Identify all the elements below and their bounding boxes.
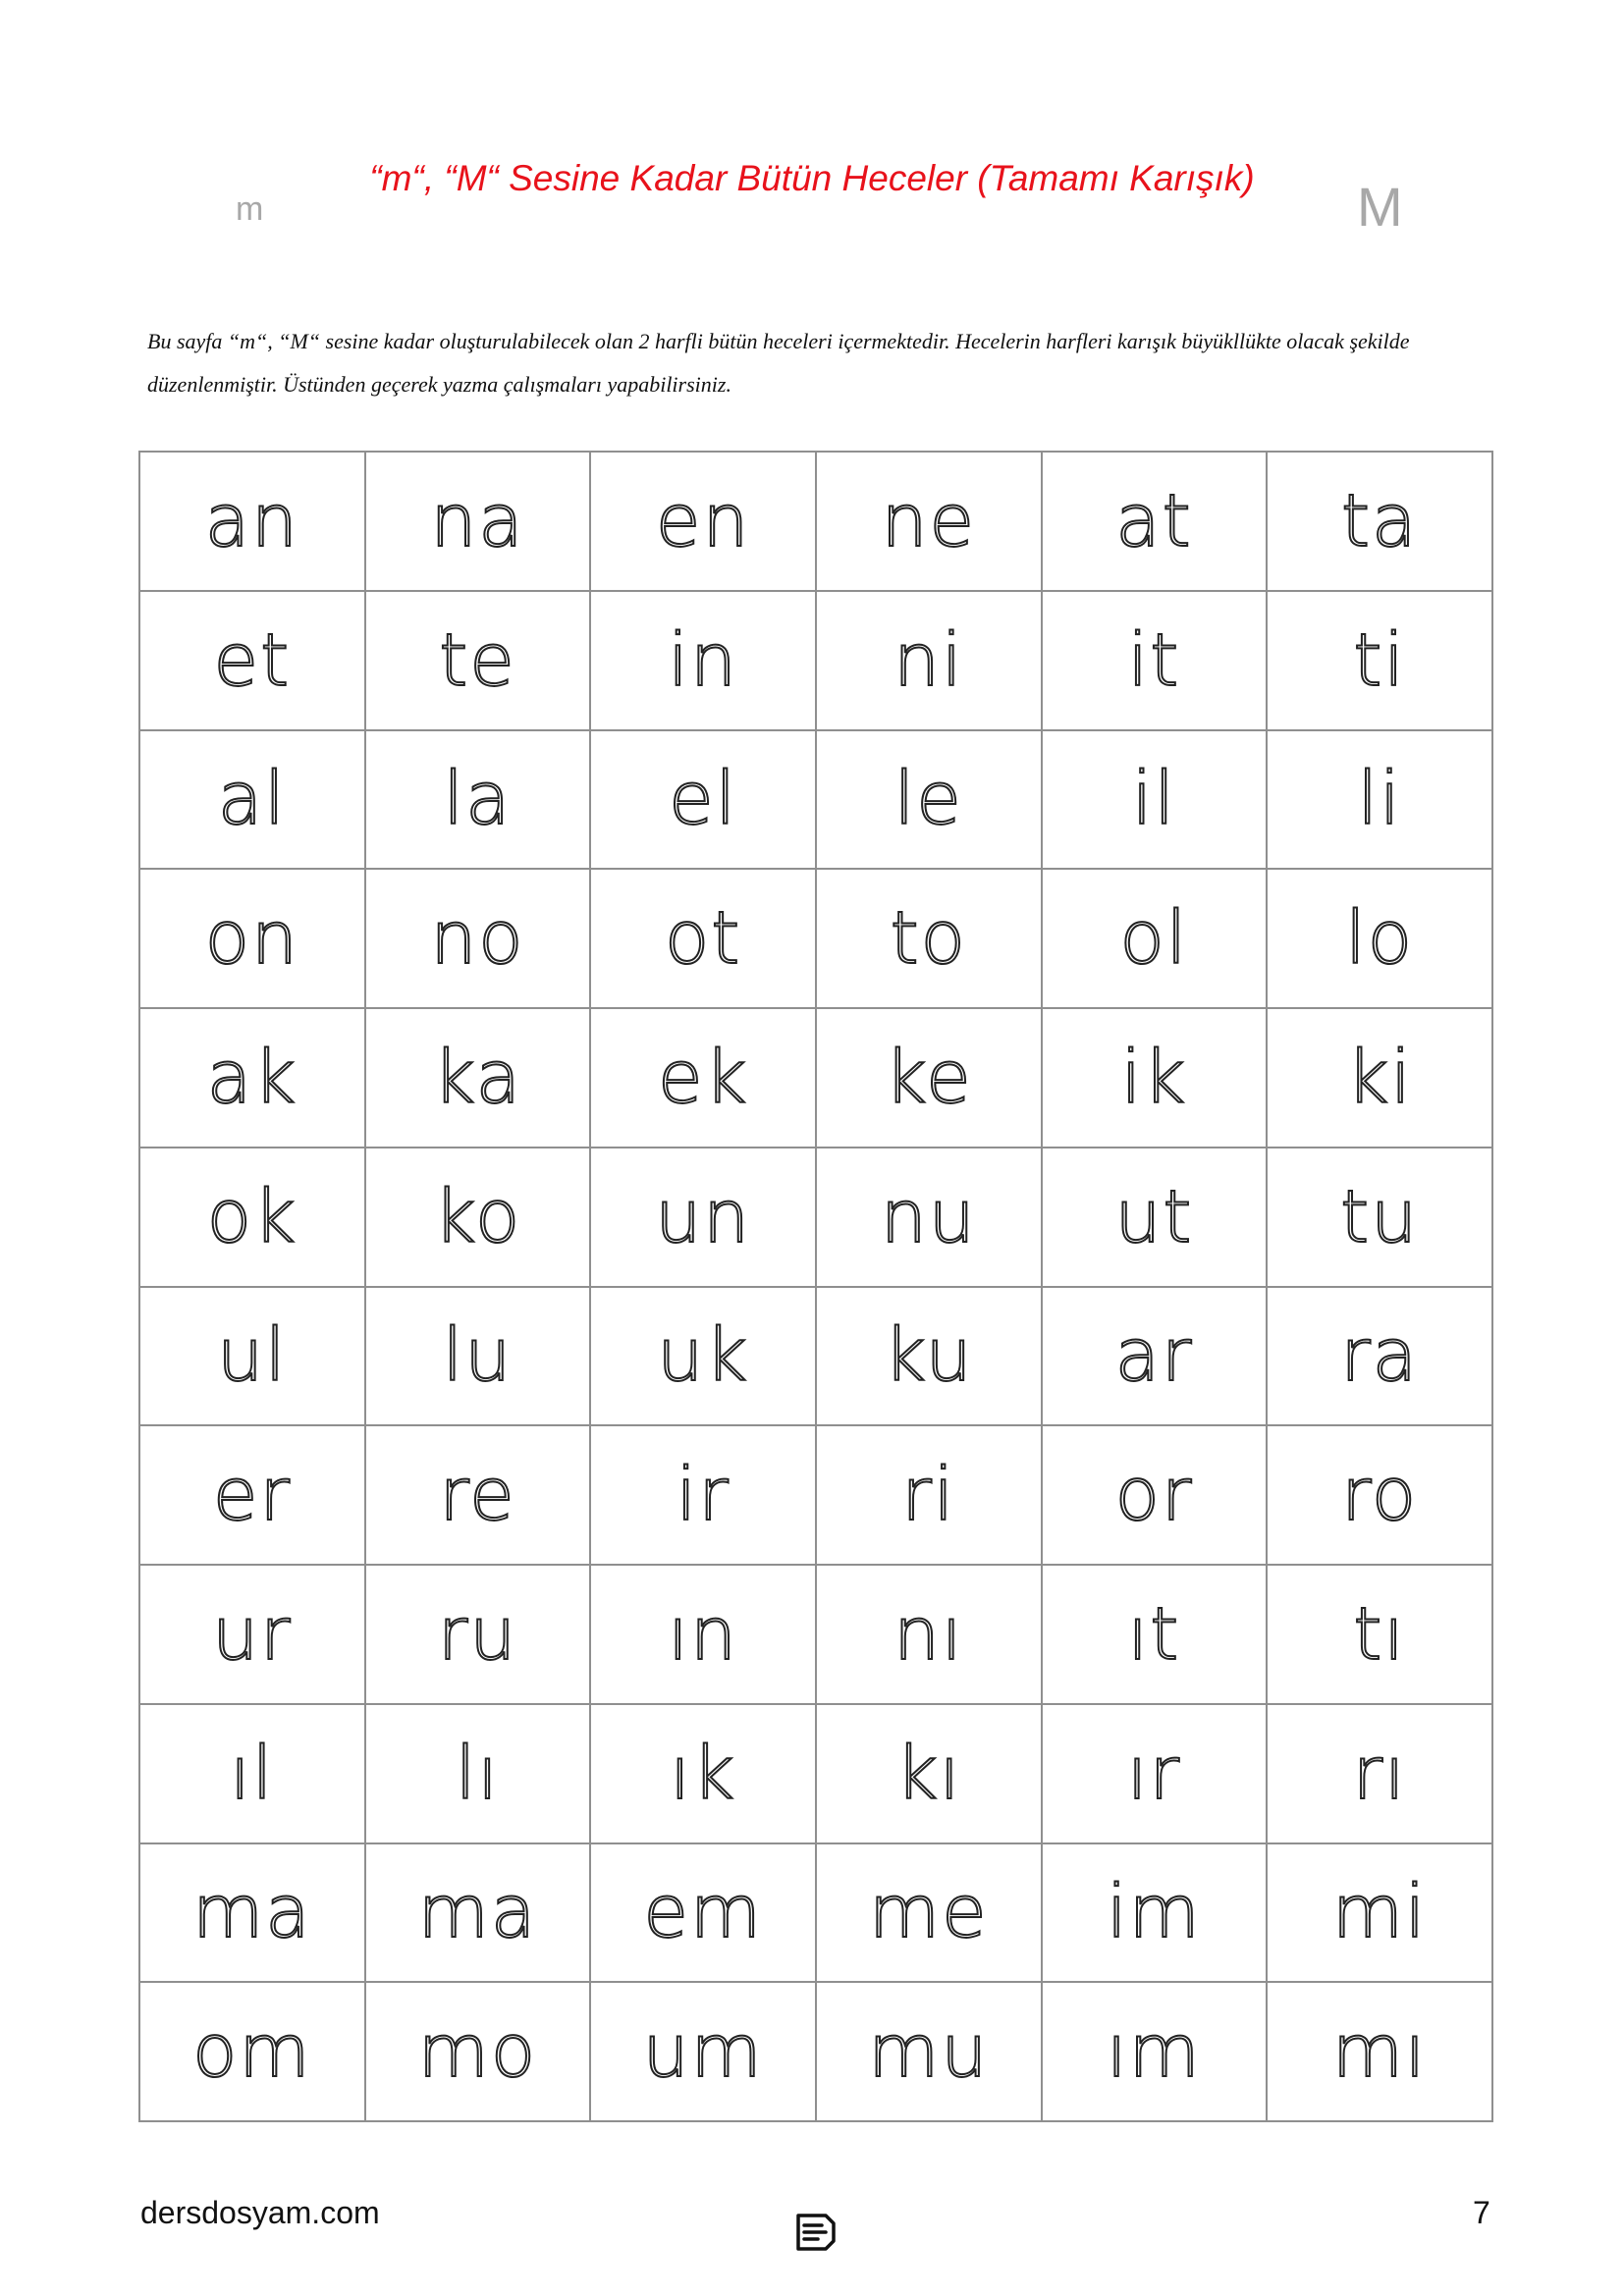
grid-cell xyxy=(590,452,816,591)
grid-row xyxy=(139,869,1492,1008)
grid-cell xyxy=(1267,730,1492,870)
grid-cell xyxy=(365,1425,591,1565)
syllable-trace-text: et xyxy=(213,617,292,703)
syllable-trace-text: an xyxy=(204,478,299,563)
syllable-trace-text: le xyxy=(893,757,963,842)
grid-cell xyxy=(1267,452,1492,591)
grid-cell xyxy=(1267,591,1492,730)
syllable-trace-text: ul xyxy=(217,1313,288,1399)
syllable-trace-text: mı xyxy=(1331,2009,1428,2095)
grid-row xyxy=(139,591,1492,730)
page-title: “m“, “M“ Sesine Kadar Bütün Heceler (Tamamı Karışık) xyxy=(369,158,1255,198)
syllable-trace-text: er xyxy=(212,1453,292,1538)
syllable-trace-text: la xyxy=(443,757,513,842)
grid-cell xyxy=(816,1982,1042,2121)
syllable-trace-text: ru xyxy=(437,1591,518,1677)
grid-cell xyxy=(816,1148,1042,1287)
grid-cell xyxy=(1042,1287,1268,1426)
syllable-trace-text: it xyxy=(1127,617,1181,703)
grid-cell xyxy=(365,591,591,730)
grid-cell xyxy=(1267,1287,1492,1426)
syllable-trace-text: om xyxy=(192,2009,312,2095)
corner-letter-lowercase: m xyxy=(236,190,264,228)
syllable-trace-text: ma xyxy=(417,1870,538,1955)
grid-cell xyxy=(816,452,1042,591)
syllable-trace-text: kı xyxy=(895,1731,962,1816)
grid-row xyxy=(139,730,1492,870)
grid-cell xyxy=(139,1287,365,1426)
grid-cell xyxy=(139,1008,365,1148)
grid-cell xyxy=(1042,1008,1268,1148)
grid-cell xyxy=(1042,1148,1268,1287)
grid-cell xyxy=(365,1843,591,1983)
syllable-trace-text: ku xyxy=(884,1313,974,1399)
grid-cell xyxy=(590,1843,816,1983)
syllable-trace-text: on xyxy=(204,896,299,982)
syllable-trace-text: re xyxy=(439,1453,516,1538)
grid-cell xyxy=(816,1287,1042,1426)
footer-site: dersdosyam.com xyxy=(140,2195,380,2230)
grid-cell xyxy=(139,1704,365,1843)
grid-cell xyxy=(816,730,1042,870)
syllable-trace-text: en xyxy=(655,478,751,563)
syllable-trace-text: ıt xyxy=(1127,1591,1181,1677)
grid-cell xyxy=(139,1425,365,1565)
grid-cell xyxy=(816,591,1042,730)
grid-cell xyxy=(1267,1982,1492,2121)
grid-cell xyxy=(365,1704,591,1843)
syllable-trace-text: at xyxy=(1115,478,1193,563)
syllable-trace-text: em xyxy=(643,1870,763,1955)
syllable-trace-text: ek xyxy=(657,1035,749,1120)
grid-cell xyxy=(1267,1704,1492,1843)
syllable-trace-text: ne xyxy=(881,478,977,563)
grid-cell xyxy=(590,730,816,870)
page-number: 7 xyxy=(1473,2195,1490,2230)
grid-cell xyxy=(590,1148,816,1287)
grid-cell xyxy=(365,452,591,591)
syllable-trace-text: el xyxy=(669,757,738,842)
grid-cell xyxy=(816,1425,1042,1565)
intro-text: Bu sayfa “m“, “M“ sesine kadar oluşturulabilecek olan 2 harfli bütün heceleri içermektedir. Hecelerin harfleri karışık büyükllükte olacak şekilde düzenlenmiştir. Üstünden geçerek yazma çalışmaları yapabilirsiniz. xyxy=(147,329,1410,397)
grid-cell xyxy=(1042,869,1268,1008)
syllable-trace-text: ni xyxy=(893,617,964,703)
syllable-trace-text: tı xyxy=(1353,1591,1406,1677)
grid-cell xyxy=(1267,869,1492,1008)
syllable-trace-text: lo xyxy=(1345,896,1415,982)
grid-cell xyxy=(816,1565,1042,1704)
grid-cell xyxy=(365,869,591,1008)
grid-cell xyxy=(365,730,591,870)
syllable-trace-text: or xyxy=(1114,1453,1194,1538)
syllable-trace-text: me xyxy=(868,1870,989,1955)
syllable-trace-text: mo xyxy=(417,2009,538,2095)
syllable-trace-text: lı xyxy=(455,1731,501,1816)
syllable-trace-text: ım xyxy=(1107,2009,1202,2095)
grid-cell xyxy=(1042,1425,1268,1565)
grid-cell xyxy=(1042,1843,1268,1983)
grid-cell xyxy=(590,1982,816,2121)
grid-cell xyxy=(139,869,365,1008)
syllable-trace-text: im xyxy=(1107,1870,1202,1955)
grid-cell xyxy=(816,869,1042,1008)
syllable-trace-text: ık xyxy=(670,1731,736,1816)
grid-row xyxy=(139,1425,1492,1565)
syllable-trace-text: ke xyxy=(884,1035,973,1120)
grid-row xyxy=(139,1982,1492,2121)
syllable-trace-text: in xyxy=(668,617,738,703)
grid-cell xyxy=(590,1704,816,1843)
syllable-trace-text: ok xyxy=(206,1174,298,1259)
grid-cell xyxy=(139,452,365,591)
grid-row xyxy=(139,1148,1492,1287)
syllable-trace-text: ti xyxy=(1353,617,1406,703)
syllable-trace-text: ka xyxy=(433,1035,522,1120)
grid-cell xyxy=(365,1008,591,1148)
syllable-trace-text: nu xyxy=(880,1174,977,1259)
grid-cell xyxy=(365,1148,591,1287)
syllable-trace-text: ut xyxy=(1114,1174,1194,1259)
grid-cell xyxy=(816,1008,1042,1148)
grid-cell xyxy=(1267,1843,1492,1983)
syllable-trace-text: nı xyxy=(893,1591,964,1677)
grid-cell xyxy=(139,1982,365,2121)
grid-row xyxy=(139,452,1492,591)
syllable-trace-text: mi xyxy=(1331,1870,1428,1955)
grid-cell xyxy=(139,1148,365,1287)
syllable-trace-text: te xyxy=(439,617,516,703)
grid-cell xyxy=(365,1565,591,1704)
grid-cell xyxy=(365,1287,591,1426)
syllable-trace-text: tu xyxy=(1340,1174,1420,1259)
syllable-grid xyxy=(138,451,1493,2122)
grid-cell xyxy=(1042,1704,1268,1843)
syllable-trace-text: uk xyxy=(657,1313,750,1399)
syllable-trace-text: ın xyxy=(668,1591,738,1677)
syllable-trace-text: ko xyxy=(433,1174,522,1259)
grid-cell xyxy=(816,1704,1042,1843)
syllable-trace-text: un xyxy=(655,1174,752,1259)
grid-cell xyxy=(1042,452,1268,591)
syllable-trace-text: ır xyxy=(1126,1731,1181,1816)
grid-cell xyxy=(139,1565,365,1704)
grid-cell xyxy=(1042,730,1268,870)
grid-cell xyxy=(1267,1148,1492,1287)
grid-cell xyxy=(590,1287,816,1426)
corner-letter-uppercase: M xyxy=(1357,176,1403,238)
syllable-trace-text: ma xyxy=(192,1870,312,1955)
grid-cell xyxy=(590,591,816,730)
syllable-trace-text: ki xyxy=(1346,1035,1413,1120)
syllable-trace-text: ri xyxy=(901,1453,956,1538)
syllable-trace-text: ta xyxy=(1340,478,1419,563)
grid-cell xyxy=(1042,1565,1268,1704)
grid-cell xyxy=(1267,1008,1492,1148)
grid-row xyxy=(139,1704,1492,1843)
syllable-trace-text: ol xyxy=(1119,896,1189,982)
grid-cell xyxy=(1042,591,1268,730)
grid-cell xyxy=(590,1425,816,1565)
syllable-trace-text: to xyxy=(890,896,967,982)
grid-cell xyxy=(590,1565,816,1704)
syllable-trace-text: ıl xyxy=(230,1731,275,1816)
syllable-trace-text: ot xyxy=(664,896,742,982)
syllable-trace-text: il xyxy=(1131,757,1177,842)
grid-cell xyxy=(1267,1425,1492,1565)
grid-cell xyxy=(816,1843,1042,1983)
syllable-trace-text: lu xyxy=(442,1313,514,1399)
syllable-trace-text: rı xyxy=(1352,1731,1407,1816)
grid-cell xyxy=(590,869,816,1008)
grid-row xyxy=(139,1843,1492,1983)
grid-cell xyxy=(139,730,365,870)
grid-cell xyxy=(590,1008,816,1148)
syllable-trace-text: um xyxy=(642,2009,764,2095)
syllable-trace-text: no xyxy=(430,896,525,982)
grid-cell xyxy=(1042,1982,1268,2121)
syllable-trace-text: ra xyxy=(1340,1313,1420,1399)
syllable-trace-text: ar xyxy=(1114,1313,1194,1399)
syllable-trace-text: ak xyxy=(206,1035,298,1120)
syllable-trace-text: na xyxy=(430,478,525,563)
syllable-trace-text: ir xyxy=(676,1453,731,1538)
syllable-trace-text: ro xyxy=(1341,1453,1419,1538)
syllable-trace-text: mu xyxy=(868,2009,990,2095)
grid-cell xyxy=(139,591,365,730)
syllable-trace-text: ik xyxy=(1120,1035,1188,1120)
document-logo-icon xyxy=(792,2212,838,2253)
grid-cell xyxy=(365,1982,591,2121)
grid-cell xyxy=(1267,1565,1492,1704)
grid-row xyxy=(139,1565,1492,1704)
syllable-trace-text: ur xyxy=(212,1591,293,1677)
syllable-trace-text: al xyxy=(217,757,287,842)
grid-row xyxy=(139,1287,1492,1426)
syllable-trace-text: li xyxy=(1357,757,1402,842)
grid-cell xyxy=(139,1843,365,1983)
grid-row xyxy=(139,1008,1492,1148)
